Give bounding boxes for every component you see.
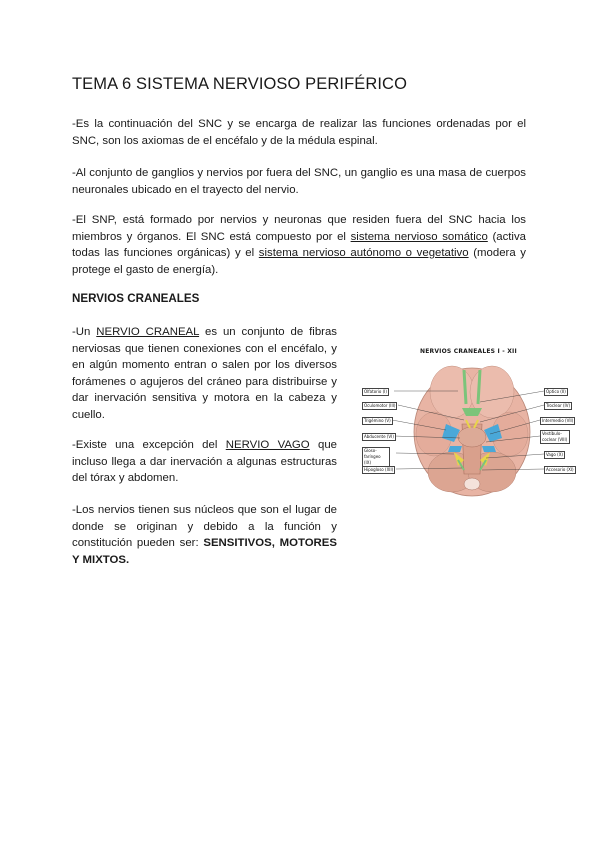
- figure-title: NERVIOS CRANEALES I - XII: [420, 348, 517, 355]
- link-somatico: sistema nervioso somático: [350, 230, 488, 243]
- label-oculomotor: Oculomotor (III): [364, 403, 396, 408]
- text-fragment: -Los nervios tienen sus núcleos que son el lugar de donde se originan y debido a la función y constitución pueden ser:: [72, 504, 337, 550]
- paragraph-nucleos: [72, 502, 337, 568]
- paragraph-snp-composition: [72, 212, 526, 278]
- paragraph-ganglios: -Al conjunto de ganglios y nervios por fuera del SNC, un ganglio es una masa de cuerpos neuronales ubicado en el trayecto del nervio.: [72, 167, 526, 196]
- text-fragment: -Existe una excepción del: [72, 439, 226, 451]
- page-title: TEMA 6 SISTEMA NERVIOSO PERIFÉRICO: [72, 75, 408, 93]
- bold-types: SENSITIVOS, MOTORES Y MIXTOS.: [72, 537, 337, 566]
- label-vago: Vago (X): [546, 452, 563, 457]
- label-glosofaringeo: Gloso-faríngeo (IX): [362, 447, 390, 467]
- label-abducente: Abducente (VI): [364, 434, 394, 439]
- text-fragment: que incluso llega a dar inervación a algunas estructuras del tórax y abdomen.: [72, 439, 338, 485]
- term-nervio-vago: NERVIO VAGO: [225, 439, 310, 451]
- text-fragment: es un conjunto de fibras nerviosas que tienen conexiones con el encéfalo, y en algún momento entran o salen por los diversos forámenes o agujeros del cráneo para distribuirse y dar inervación sensitiva y motora en la cabeza y cuello.: [72, 326, 337, 421]
- label-optico: Óptico (II): [546, 389, 566, 394]
- label-vestibulococlear: Vestíbulo-coclear (VIII): [540, 430, 570, 444]
- section-heading: NERVIOS CRANEALES: [72, 292, 200, 305]
- text-fragment: -Un: [72, 326, 97, 338]
- text-fragment: (modera y protege el gasto de energía).: [72, 247, 526, 276]
- paragraph-nervio-craneal: [72, 324, 337, 424]
- label-intermedio: Intermedio (VII): [542, 418, 574, 423]
- paragraph-snp-definition: -Es la continuación del SNC y se encarga de realizar las funciones ordenadas por el SNC, son los axiomas de el encéfalo y de la médula espinal.: [72, 118, 526, 147]
- paragraph-nervio-vago: [72, 437, 337, 487]
- term-nervio-craneal: NERVIO CRANEAL: [96, 326, 200, 338]
- label-olfatorio: Olfatorio (I): [364, 389, 387, 394]
- label-troclear: Troclear (IV): [546, 403, 571, 408]
- text-fragment: (activa todas las funciones orgánicas) y el: [72, 230, 526, 260]
- label-hipogloso: Hipogloso (XII): [364, 467, 394, 472]
- link-autonomo: sistema nervioso autónomo o vegetativo: [258, 247, 469, 260]
- label-accesorio: Accesorio (XI): [546, 467, 574, 472]
- text-fragment: -El SNP, está formado por nervios y neuronas que residen fuera del SNC hacia los miembros y órganos. El SNC está compuesto por el: [72, 214, 526, 243]
- cranial-nerves-figure: [354, 342, 590, 500]
- label-trigemino: Trigémino (V): [364, 418, 391, 423]
